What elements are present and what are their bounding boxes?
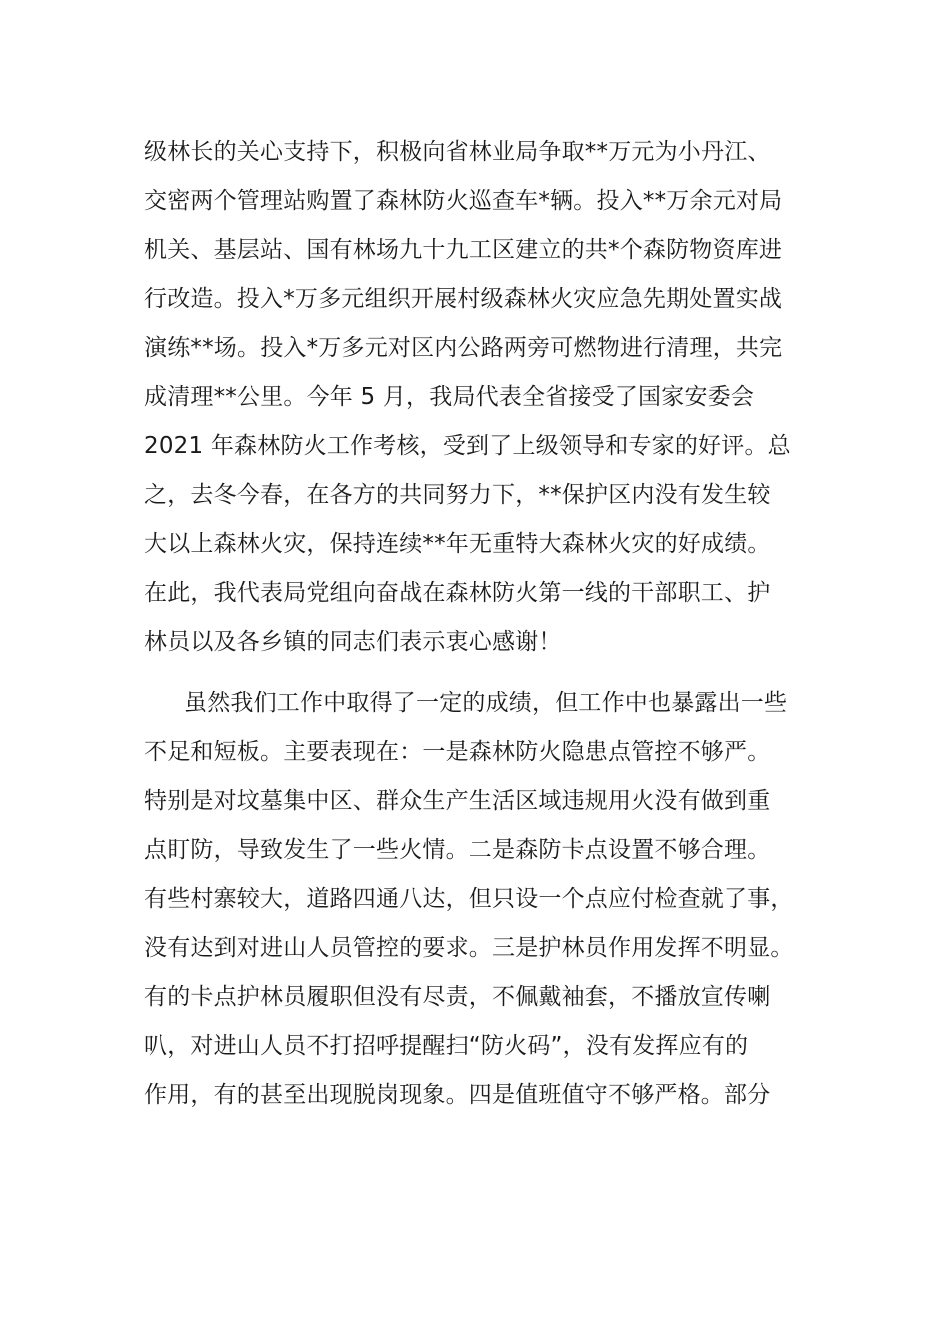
paragraph-line: 点盯防，导致发生了一些火情。二是森防卡点设置不够合理。 — [144, 837, 771, 863]
paragraph-line: 有些村寨较大，道路四通八达，但只设一个点应付检查就了事， — [144, 886, 794, 912]
paragraph-line: 之，去冬今春，在各方的共同努力下，**保护区内没有发生较 — [144, 482, 771, 508]
paragraph-line: 机关、基层站、国有林场九十九工区建立的共*个森防物资库进 — [144, 237, 783, 263]
paragraph-line: 交密两个管理站购置了森林防火巡查车*辆。投入**万余元对局 — [144, 188, 783, 214]
paragraph-1 — [144, 128, 824, 667]
paragraph-line-indented: 虽然我们工作中取得了一定的成绩，但工作中也暴露出一些 — [184, 690, 788, 716]
paragraph-line: 级林长的关心支持下，积极向省林业局争取**万元为小丹江、 — [144, 139, 771, 165]
paragraph-line: 叭，对进山人员不打招呼提醒扫“防火码”，没有发挥应有的 — [144, 1033, 749, 1059]
paragraph-line: 2021 年森林防火工作考核，受到了上级领导和专家的好评。总 — [144, 433, 791, 459]
paragraph-2 — [144, 679, 824, 1120]
document-body — [144, 128, 824, 1120]
paragraph-line: 演练**场。投入*万多元对区内公路两旁可燃物进行清理，共完 — [144, 335, 783, 361]
paragraph-line: 没有达到对进山人员管控的要求。三是护林员作用发挥不明显。 — [144, 935, 794, 961]
paragraph-line: 有的卡点护林员履职但没有尽责，不佩戴袖套，不播放宣传喇 — [144, 984, 771, 1010]
paragraph-line: 特别是对坟墓集中区、群众生产生活区域违规用火没有做到重 — [144, 788, 771, 814]
paragraph-line: 不足和短板。主要表现在：一是森林防火隐患点管控不够严。 — [144, 739, 771, 765]
paragraph-spacer — [144, 667, 824, 679]
paragraph-line: 在此，我代表局党组向奋战在森林防火第一线的干部职工、护 — [144, 580, 771, 606]
paragraph-line: 林员以及各乡镇的同志们表示衷心感谢！ — [144, 629, 562, 655]
paragraph-line: 行改造。投入*万多元组织开展村级森林火灾应急先期处置实战 — [144, 286, 783, 312]
paragraph-line: 大以上森林火灾，保持连续**年无重特大森林火灾的好成绩。 — [144, 531, 771, 557]
paragraph-line: 成清理**公里。今年 5 月，我局代表全省接受了国家安委会 — [144, 384, 755, 410]
paragraph-line: 作用，有的甚至出现脱岗现象。四是值班值守不够严格。部分 — [144, 1082, 771, 1108]
